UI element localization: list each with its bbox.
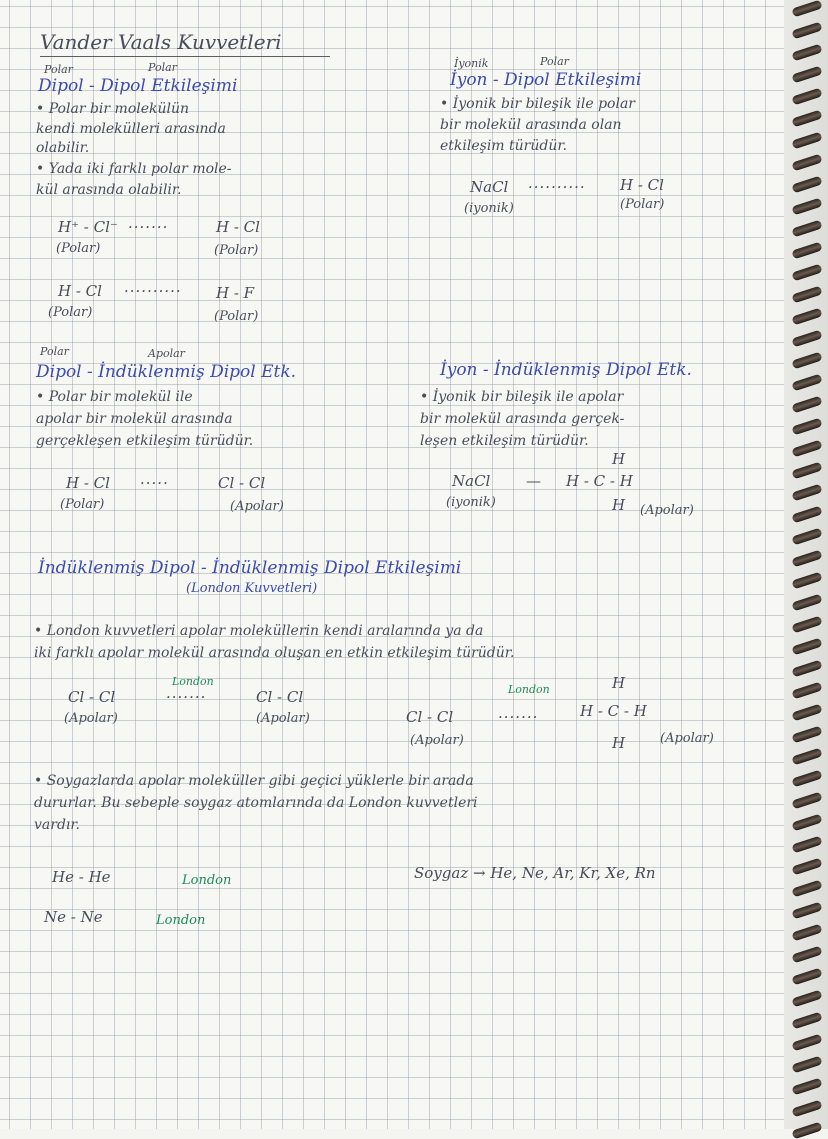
- spiral-coil: [791, 264, 822, 282]
- did-line-2: apolar bir molekül arasında: [36, 411, 233, 427]
- did-line-3: gerçekleşen etkileşim türüdür.: [36, 433, 254, 449]
- london-ex1-left-label: (Apolar): [64, 711, 118, 726]
- spiral-coil: [791, 660, 822, 678]
- spiral-coil: [791, 968, 822, 986]
- noble-line-3: vardır.: [34, 817, 80, 833]
- london-ex2-h-bottom: H: [612, 734, 626, 752]
- london-ex2-right: H - C - H: [580, 702, 647, 720]
- london-ex1-left: Cl - Cl: [68, 688, 116, 706]
- london-ex2-dots: ·······: [498, 708, 539, 726]
- did-ex-left-label: (Polar): [60, 497, 105, 512]
- did-ex-left: H - Cl: [66, 474, 110, 492]
- iid-ex-dash: —: [526, 472, 541, 490]
- london-line-1: • London kuvvetleri apolar moleküllerin kendi aralarında ya da: [34, 623, 484, 639]
- spiral-coil: [791, 770, 822, 788]
- spiral-coil: [791, 418, 822, 436]
- spiral-coil: [791, 308, 822, 326]
- london-heading: İndüklenmiş Dipol - İndüklenmiş Dipol Etkileşimi: [38, 558, 462, 578]
- spiral-coil: [791, 902, 822, 920]
- spiral-coil: [791, 176, 822, 194]
- spiral-coil: [791, 374, 822, 392]
- dd-line-5: kül arasında olabilir.: [36, 182, 182, 198]
- id-ex-left: NaCl: [470, 178, 509, 196]
- title-underline: [40, 56, 330, 57]
- id-line-3: etkileşim türüdür.: [440, 138, 567, 154]
- dd-line-3: olabilir.: [36, 140, 90, 156]
- spiral-coil: [791, 198, 822, 216]
- dd-ex1-dots: ·······: [128, 218, 169, 236]
- london-ex1-right: Cl - Cl: [256, 688, 304, 706]
- spiral-coil: [791, 0, 822, 17]
- iid-line-2: bir molekül arasında gerçek-: [420, 411, 625, 427]
- notebook-spiral-binding: [784, 0, 828, 1129]
- spiral-coil: [791, 44, 822, 62]
- spiral-coil: [791, 990, 822, 1008]
- id-ex-right-label: (Polar): [620, 197, 665, 212]
- did-top-label-2: Apolar: [148, 347, 185, 360]
- id-top-label-2: Polar: [540, 55, 569, 68]
- spiral-coil: [791, 22, 822, 40]
- spiral-coil: [791, 484, 822, 502]
- spiral-coil: [791, 462, 822, 480]
- dd-line-4: • Yada iki farklı polar mole-: [36, 161, 232, 177]
- did-ex-dots: ·····: [140, 474, 169, 492]
- dd-ex2-right-label: (Polar): [214, 309, 259, 324]
- id-line-2: bir molekül arasında olan: [440, 117, 622, 133]
- noble-line-2: dururlar. Bu sebeple soygaz atomlarında da London kuvvetleri: [34, 795, 478, 811]
- spiral-coil: [791, 88, 822, 106]
- london-subheading: (London Kuvvetleri): [186, 581, 318, 596]
- id-line-1: • İyonik bir bileşik ile polar: [440, 96, 635, 112]
- spiral-coil: [791, 440, 822, 458]
- dd-ex2-left-label: (Polar): [48, 305, 93, 320]
- london-ex1-right-label: (Apolar): [256, 711, 310, 726]
- ne-london-tag: London: [156, 913, 206, 928]
- london-ex1-dots: ·······: [166, 688, 207, 706]
- spiral-coil: [791, 814, 822, 832]
- page-title: Vander Vaals Kuvvetleri: [40, 30, 282, 54]
- dd-line-1: • Polar bir molekülün: [36, 101, 190, 117]
- id-ex-right: H - Cl: [620, 176, 664, 194]
- dd-heading: Dipol - Dipol Etkileşimi: [38, 76, 238, 96]
- spiral-coil: [791, 66, 822, 84]
- ne-pair: Ne - Ne: [44, 908, 103, 926]
- spiral-coil: [791, 1100, 822, 1118]
- spiral-coil: [791, 550, 822, 568]
- iid-ex-right: H - C - H: [566, 472, 633, 490]
- spiral-coil: [791, 748, 822, 766]
- dd-ex2-right: H - F: [216, 284, 255, 302]
- spiral-coil: [791, 242, 822, 260]
- iid-h-top: H: [612, 450, 626, 468]
- spiral-coil: [791, 682, 822, 700]
- noble-gas-list: Soygaz → He, Ne, Ar, Kr, Xe, Rn: [414, 864, 656, 882]
- did-ex-right-label: (Apolar): [230, 499, 284, 514]
- spiral-coil: [791, 528, 822, 546]
- spiral-coil: [791, 1034, 822, 1052]
- iid-h-bottom: H: [612, 496, 626, 514]
- spiral-coil: [791, 506, 822, 524]
- dd-ex2-left: H - Cl: [58, 282, 102, 300]
- london-ex2-left-label: (Apolar): [410, 733, 464, 748]
- did-ex-right: Cl - Cl: [218, 474, 266, 492]
- london-ex2-h-top: H: [612, 674, 626, 692]
- spiral-coil: [791, 1122, 822, 1139]
- dd-ex1-left-label: (Polar): [56, 241, 101, 256]
- dd-ex1-right-label: (Polar): [214, 243, 259, 258]
- id-ex-left-label: (iyonik): [464, 201, 514, 216]
- did-top-label-1: Polar: [40, 345, 69, 358]
- spiral-coil: [791, 572, 822, 590]
- spiral-coil: [791, 396, 822, 414]
- spiral-coil: [791, 1012, 822, 1030]
- spiral-coil: [791, 154, 822, 172]
- dd-line-2: kendi molekülleri arasında: [36, 121, 226, 137]
- did-heading: Dipol - İndüklenmiş Dipol Etk.: [36, 362, 297, 382]
- he-pair: He - He: [52, 868, 111, 886]
- iid-heading: İyon - İndüklenmiş Dipol Etk.: [440, 360, 692, 380]
- spiral-coil: [791, 220, 822, 238]
- spiral-coil: [791, 1078, 822, 1096]
- spiral-coil: [791, 704, 822, 722]
- spiral-coil: [791, 352, 822, 370]
- spiral-coil: [791, 330, 822, 348]
- spiral-coil: [791, 924, 822, 942]
- iid-ex-left-label: (iyonik): [446, 495, 496, 510]
- spiral-coil: [791, 638, 822, 656]
- he-london-tag: London: [182, 873, 232, 888]
- spiral-coil: [791, 792, 822, 810]
- spiral-coil: [791, 616, 822, 634]
- spiral-coil: [791, 286, 822, 304]
- dd-ex1-right: H - Cl: [216, 218, 260, 236]
- iid-ex-right-label: (Apolar): [640, 503, 694, 518]
- id-ex-dots: ··········: [528, 178, 586, 196]
- spiral-coil: [791, 726, 822, 744]
- dd-ex1-left: H⁺ - Cl⁻: [58, 218, 118, 236]
- london-ex2-left: Cl - Cl: [406, 708, 454, 726]
- did-line-1: • Polar bir molekül ile: [36, 389, 193, 405]
- spiral-coil: [791, 858, 822, 876]
- london-line-2: iki farklı apolar molekül arasında oluşan en etkin etkileşim türüdür.: [34, 645, 515, 661]
- spiral-coil: [791, 836, 822, 854]
- dd-top-label-1: Polar: [44, 63, 73, 76]
- spiral-coil: [791, 132, 822, 150]
- dd-ex2-dots: ··········: [124, 282, 182, 300]
- iid-line-3: leşen etkileşim türüdür.: [420, 433, 589, 449]
- london-ex2-right-label: (Apolar): [660, 731, 714, 746]
- iid-ex-left: NaCl: [452, 472, 491, 490]
- london-ex1-tag: London: [172, 675, 214, 688]
- spiral-coil: [791, 880, 822, 898]
- dd-top-label-2: Polar: [148, 61, 177, 74]
- spiral-coil: [791, 110, 822, 128]
- id-heading: İyon - Dipol Etkileşimi: [450, 70, 642, 90]
- spiral-coil: [791, 1056, 822, 1074]
- spiral-coil: [791, 594, 822, 612]
- noble-line-1: • Soygazlarda apolar moleküller gibi geçici yüklerle bir arada: [34, 773, 474, 789]
- id-top-label-1: İyonik: [454, 57, 489, 70]
- iid-line-1: • İyonik bir bileşik ile apolar: [420, 389, 624, 405]
- spiral-coil: [791, 946, 822, 964]
- london-ex2-tag: London: [508, 683, 550, 696]
